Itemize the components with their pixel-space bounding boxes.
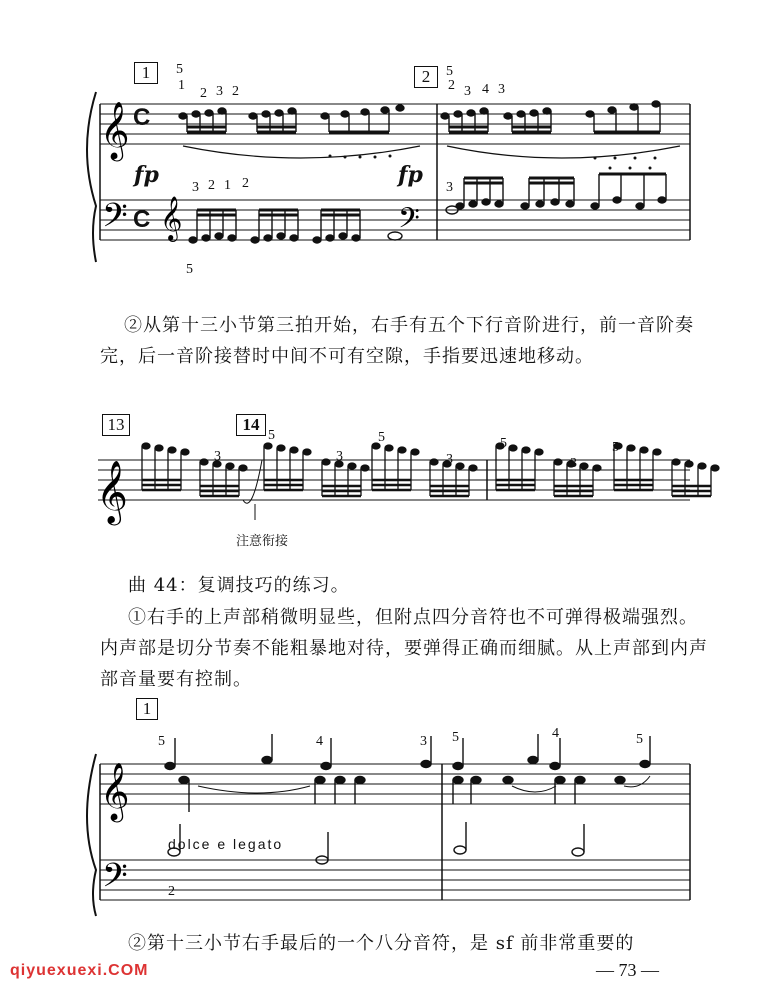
fingering: 5 [176, 62, 183, 77]
svg-text:𝄢: 𝄢 [102, 197, 128, 243]
fingering: 3 [214, 449, 221, 464]
fingering: 5 [186, 262, 193, 277]
fingering: 3 [570, 456, 577, 471]
time-signature: C [133, 104, 151, 131]
svg-text:𝄞: 𝄞 [100, 101, 130, 159]
fingering: 4 [316, 734, 323, 749]
fingering: 2 [168, 884, 175, 899]
svg-text:𝄞: 𝄞 [96, 460, 128, 523]
section-heading: 曲 44：复调技巧的练习。 [128, 575, 350, 596]
fingering: 5 [612, 440, 619, 455]
dynamic-marking: fp [398, 162, 423, 188]
fingering: 2 [208, 178, 215, 193]
fingering: 3 [446, 452, 453, 467]
fingering: 1 [224, 178, 231, 193]
fingering: 5 [378, 430, 385, 445]
score-system-3 [0, 720, 772, 920]
time-signature-bass: C [133, 206, 151, 233]
fingering: 2 [200, 86, 207, 101]
measure-marker-13: 13 [102, 414, 130, 436]
fingering: 3 [464, 84, 471, 99]
paragraph-text: ②第十三小节右手最后的一个八分音符，是 sf 前非常重要的 [128, 933, 635, 954]
fingering: 1 [178, 78, 185, 93]
fingering: 5 [636, 732, 643, 747]
measure-marker-1: 1 [136, 698, 158, 720]
svg-text:𝄞: 𝄞 [100, 762, 130, 820]
measure-marker-1: 1 [134, 62, 158, 84]
paragraph-text: ①右手的上声部稍微明显些，但附点四分音符也不可弹得极端强烈。内声部是切分节奏不能粗暴地对待，要弹得正确而细腻。从上声部到内声部音量要有控制。 [100, 607, 708, 690]
fingering: 3 [216, 84, 223, 99]
watermark-text: qiyuexuexi.COM [10, 962, 149, 979]
fingering: 5 [268, 428, 275, 443]
annotation-label: 注意衔接 [236, 534, 289, 549]
svg-text:𝄞: 𝄞 [160, 196, 183, 240]
fingering: 4 [482, 82, 489, 97]
page-number: — 73 — [596, 960, 659, 980]
svg-text:𝄢: 𝄢 [398, 202, 420, 242]
paragraph-text: ②从第十三小节第三拍开始，右手有五个下行音阶进行，前一音阶奏完，后一音阶接替时中间不可有空隙，手指要迅速地移动。 [100, 315, 694, 367]
fingering: 5 [452, 730, 459, 745]
fingering: 2 [448, 78, 455, 93]
fingering: 2 [232, 84, 239, 99]
fingering: 3 [336, 449, 343, 464]
fingering: 2 [242, 176, 249, 191]
measure-marker-2: 2 [414, 66, 438, 88]
fingering: 3 [420, 734, 427, 749]
fingering: 3 [192, 180, 199, 195]
fingering: 5 [446, 64, 453, 79]
measure-marker-14: 14 [236, 414, 266, 436]
svg-text:𝄢: 𝄢 [102, 857, 128, 903]
expression-marking: dolce e legato [168, 836, 284, 852]
fingering: 3 [498, 82, 505, 97]
fingering: 5 [500, 436, 507, 451]
fingering: 4 [552, 726, 559, 741]
dynamic-marking: fp [134, 162, 159, 188]
fingering: 3 [446, 180, 453, 195]
score-system-1 [0, 0, 772, 300]
fingering: 5 [158, 734, 165, 749]
